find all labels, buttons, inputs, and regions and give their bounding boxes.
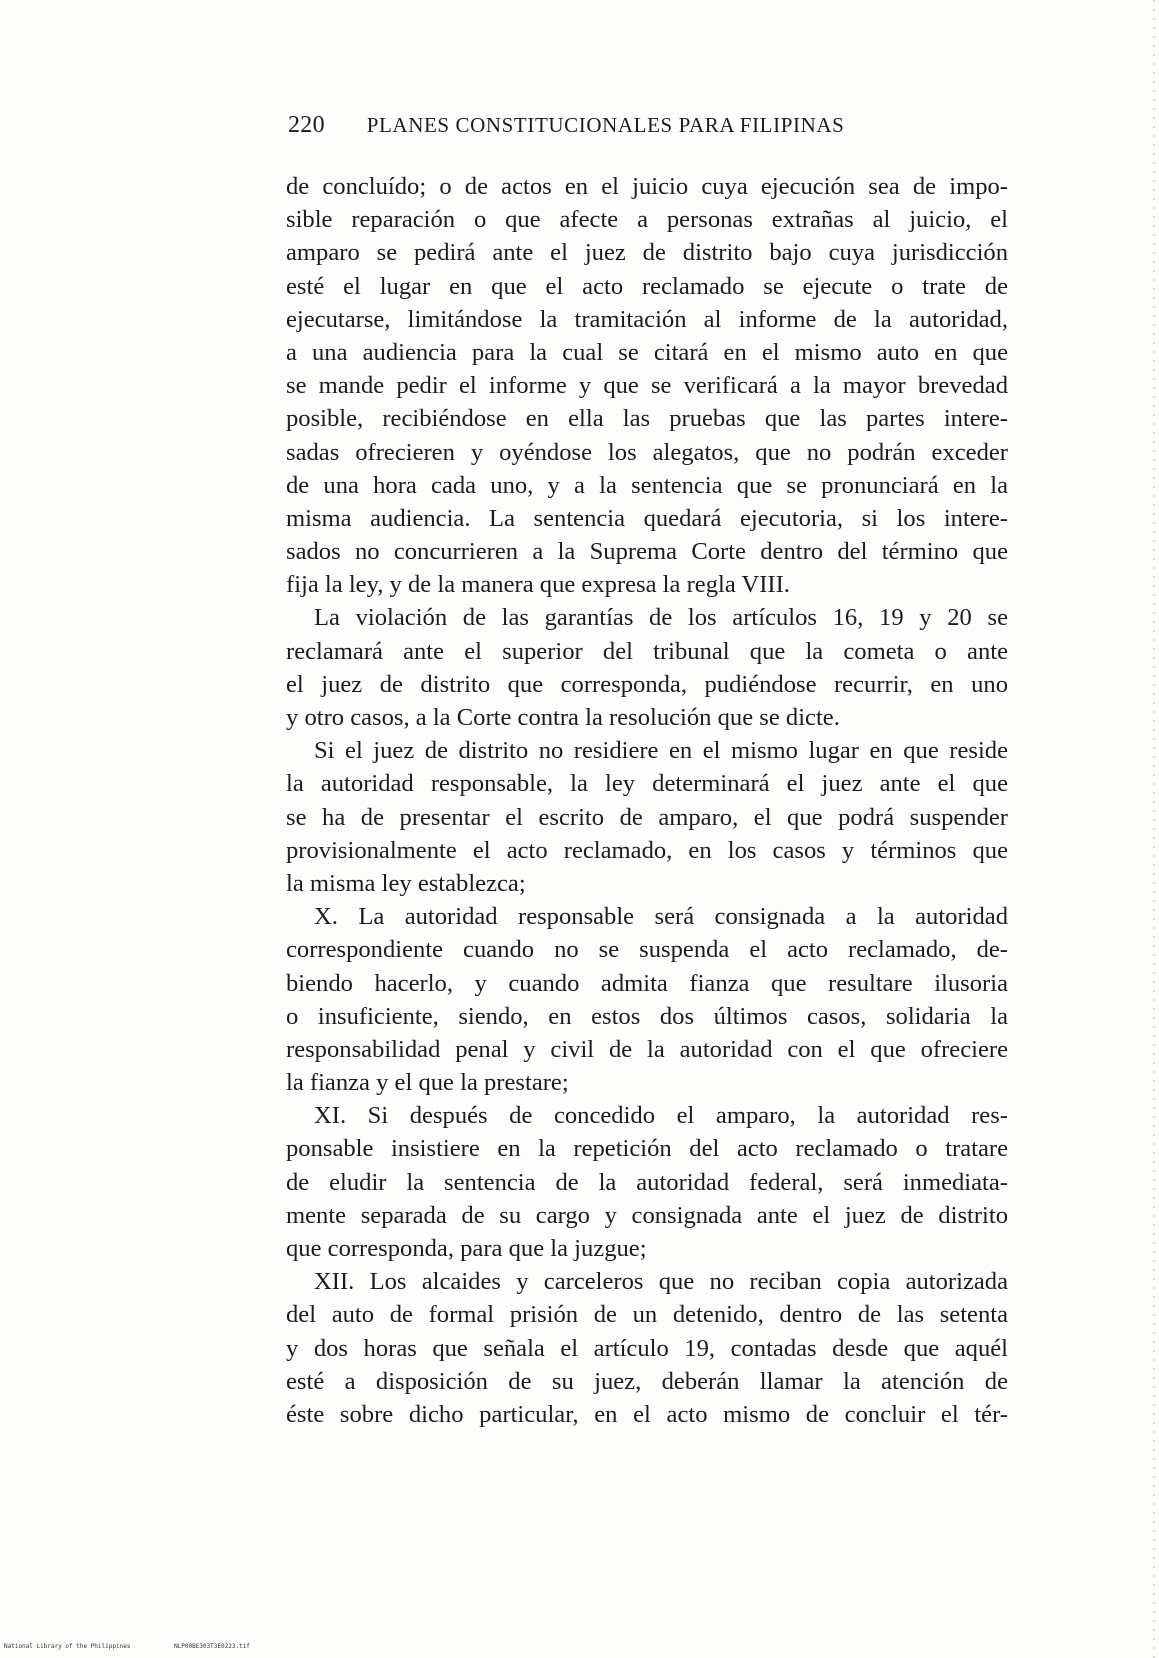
- scan-footer: [4, 1643, 290, 1650]
- text-line: el juez de distrito que corresponda, pudiéndose recurrir, en uno: [286, 670, 1008, 698]
- paragraph: [286, 1099, 1008, 1265]
- text-line: provisionalmente el acto reclamado, en los casos y términos que: [286, 836, 1008, 864]
- text-line: esté a disposición de su juez, deberán llamar la atención de: [286, 1367, 1008, 1395]
- text-line: responsabilidad penal y civil de la autoridad con el que ofreciere: [286, 1035, 1008, 1063]
- text-line: que corresponda, para que la juzgue;: [286, 1235, 647, 1262]
- file-id: NLP00BE303T3E0223.tif: [174, 1643, 250, 1650]
- text-line: reclamará ante el superior del tribunal que la cometa o ante: [286, 637, 1008, 665]
- text-line: ejecutarse, limitándose la tramitación al informe de la autoridad,: [286, 305, 1008, 333]
- text-line: de concluído; o de actos en el juicio cuya ejecución sea de impo-: [286, 173, 1008, 200]
- text-line: se mande pedir el informe y que se verificará a la mayor brevedad: [286, 372, 1008, 400]
- text-line: ponsable insistiere en la repetición del acto reclamado o tratare: [286, 1135, 1008, 1163]
- text-line: fija la ley, y de la manera que expresa la regla VIII.: [286, 571, 790, 599]
- paragraph: [286, 734, 1008, 900]
- text-line: y otro casos, a la Corte contra la resolución que se dicte.: [286, 704, 840, 731]
- text-line: la autoridad responsable, la ley determinará el juez ante el que: [286, 770, 1008, 798]
- text-line: XI. Si después de concedido el amparo, la autoridad res-: [314, 1102, 1008, 1130]
- text-line: sados no concurrieren a la Suprema Corte dentro del término que: [286, 538, 1008, 566]
- text-line: X. La autoridad responsable será consignada a la autoridad: [314, 903, 1008, 931]
- text-line: biendo hacerlo, y cuando admita fianza que resultare ilusoria: [286, 969, 1008, 997]
- text-line: correspondiente cuando no se suspenda el acto reclamado, de-: [286, 936, 1008, 964]
- text-line: mente separada de su cargo y consignada ante el juez de distrito: [286, 1201, 1008, 1229]
- text-line: y dos horas que señala el artículo 19, contadas desde que aquél: [286, 1334, 1008, 1362]
- library-credit: National Library of the Philippines: [4, 1643, 131, 1650]
- text-line: sible reparación o que afecte a personas extrañas al juicio, el: [286, 206, 1008, 234]
- paragraph: [286, 170, 1008, 601]
- text-line: Si el juez de distrito no residiere en el mismo lugar en que reside: [314, 737, 1008, 765]
- page-number: 220: [288, 112, 325, 138]
- text-line: amparo se pedirá ante el juez de distrito bajo cuya jurisdicción: [286, 239, 1008, 267]
- text-line: posible, recibiéndose en ella las pruebas que las partes intere-: [286, 405, 1008, 433]
- running-title: PLANES CONSTITUCIONALES PARA FILIPINAS: [366, 113, 845, 137]
- paragraph: [286, 601, 1008, 734]
- text-line: éste sobre dicho particular, en el acto mismo de concluir el tér-: [286, 1400, 1008, 1428]
- text-line: esté el lugar en que el acto reclamado se ejecute o trate de: [286, 272, 1008, 300]
- text-line: a una audiencia para la cual se citará en el mismo auto en que: [286, 338, 1008, 366]
- text-line: la misma ley establezca;: [286, 869, 526, 897]
- text-line: XII. Los alcaides y carceleros que no reciban copia autorizada: [314, 1268, 1008, 1296]
- text-line: La violación de las garantías de los artículos 16, 19 y 20 se: [314, 604, 1008, 632]
- text-line: del auto de formal prisión de un detenido, dentro de las setenta: [286, 1301, 1008, 1329]
- scan-edge-artifact: [1153, 0, 1155, 1658]
- body-text: [286, 170, 1008, 1431]
- text-line: se ha de presentar el escrito de amparo, el que podrá suspender: [286, 803, 1008, 831]
- text-line: misma audiencia. La sentencia quedará ejecutoria, si los intere-: [286, 504, 1008, 532]
- paragraph: [286, 900, 1008, 1099]
- text-line: sadas ofrecieren y oyéndose los alegatos, que no podrán exceder: [286, 438, 1008, 466]
- text-line: de una hora cada uno, y a la sentencia que se pronunciará en la: [286, 471, 1008, 499]
- text-line: la fianza y el que la prestare;: [286, 1069, 569, 1097]
- text-line: de eludir la sentencia de la autoridad federal, será inmediata-: [286, 1168, 1008, 1196]
- page-header: [288, 112, 948, 152]
- paragraph: [286, 1265, 1008, 1431]
- text-line: o insuficiente, siendo, en estos dos últimos casos, solidaria la: [286, 1002, 1008, 1030]
